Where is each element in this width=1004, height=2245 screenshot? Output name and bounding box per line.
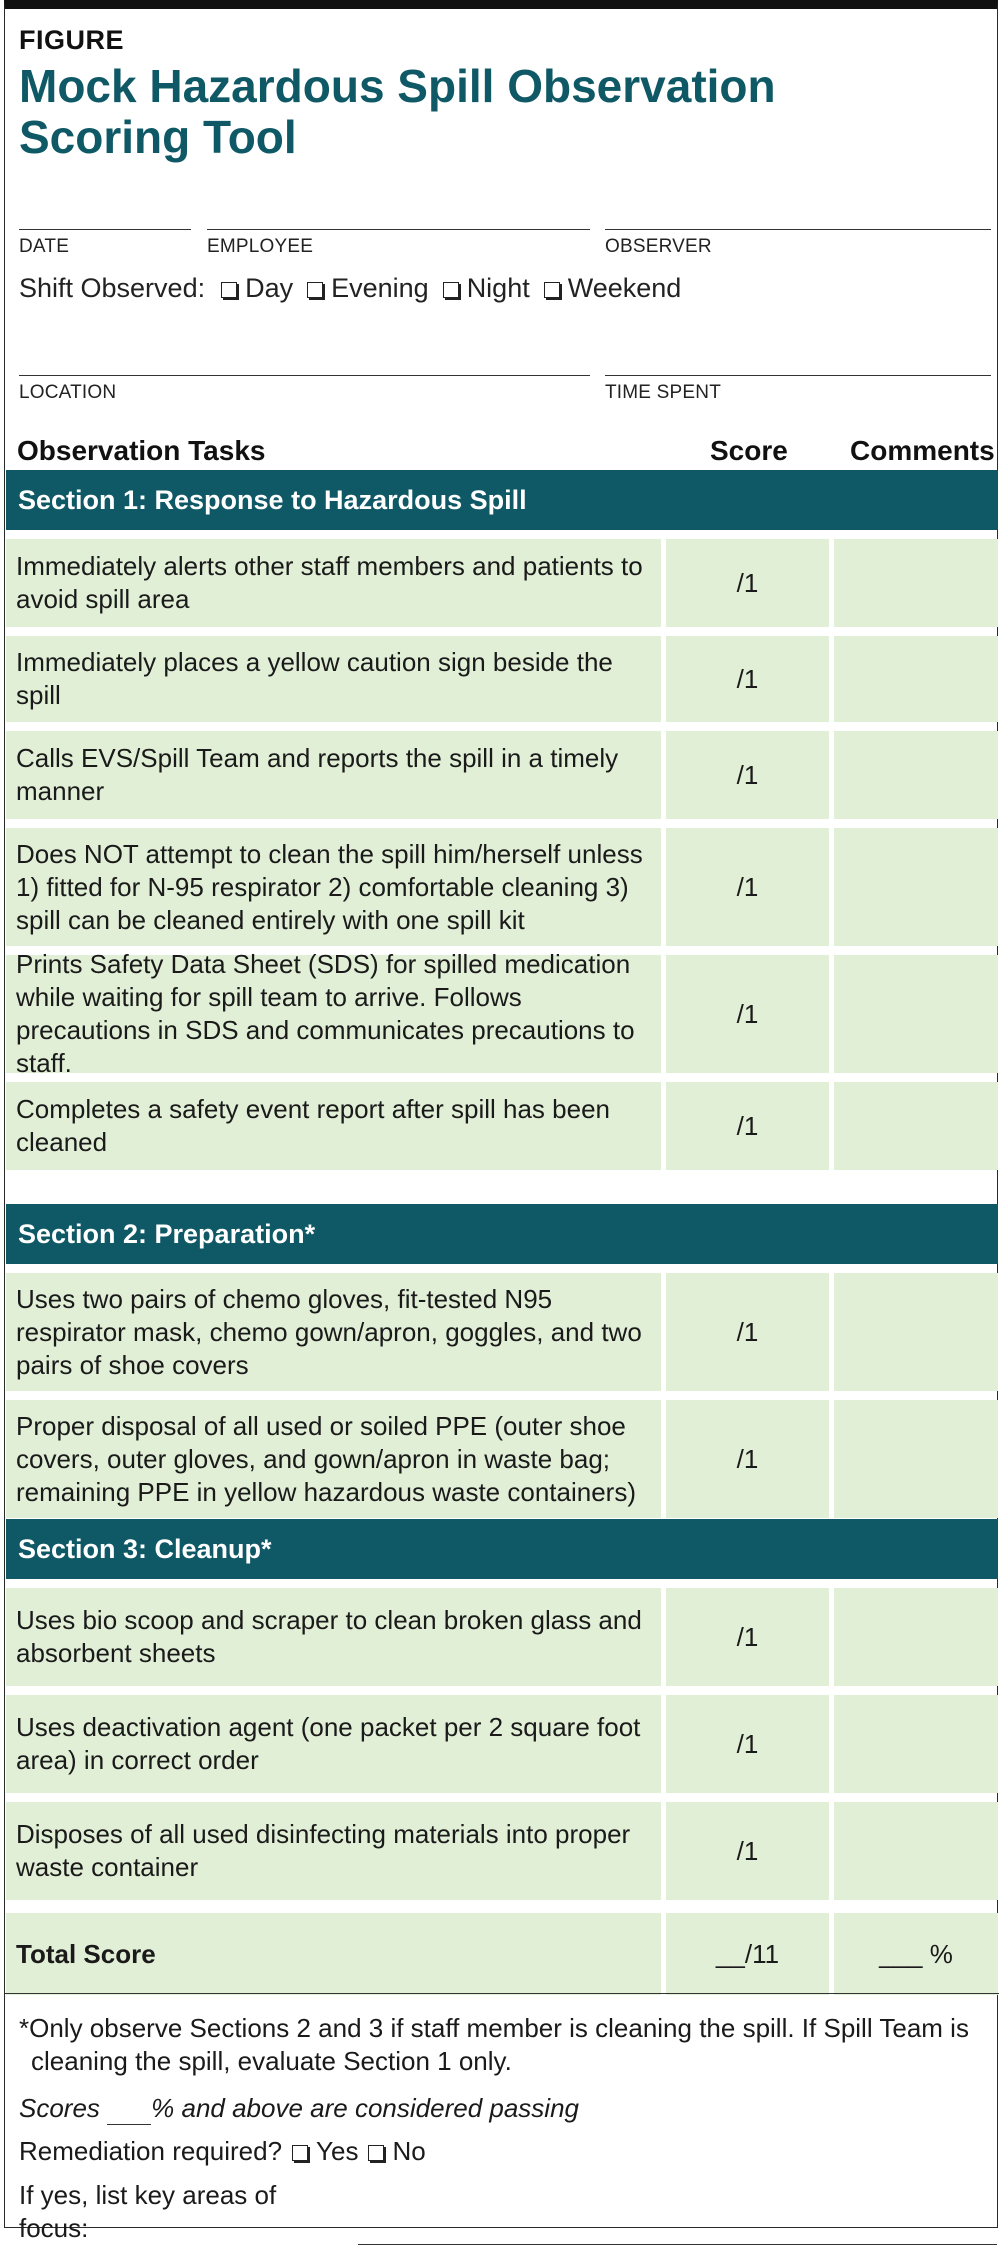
table-row xyxy=(6,636,998,722)
passing-suffix: % and above are considered passing xyxy=(151,2093,580,2123)
checkbox-icon[interactable] xyxy=(443,282,459,298)
comments-cell[interactable] xyxy=(834,1082,998,1170)
shift-option-night[interactable]: Night xyxy=(443,273,530,304)
footnote-line-1: *Only observe Sections 2 and 3 if staff member is cleaning the spill. If Spill Team is xyxy=(19,2013,969,2043)
shift-option-evening[interactable]: Evening xyxy=(307,273,429,304)
total-percent-value[interactable]: ___ % xyxy=(834,1913,998,1995)
score-cell[interactable]: /1 xyxy=(666,731,829,819)
table-row xyxy=(6,539,998,627)
section-1-header: Section 1: Response to Hazardous Spill xyxy=(6,470,998,530)
shift-observed-label: Shift Observed: xyxy=(19,273,206,303)
table-row xyxy=(6,1273,998,1391)
page-title xyxy=(19,61,776,163)
total-score-value[interactable]: __/11 xyxy=(666,1913,829,1995)
title-line-1: Mock Hazardous Spill Observation xyxy=(19,60,776,112)
time-spent-label: TIME SPENT xyxy=(605,382,722,403)
section-3-header: Section 3: Cleanup* xyxy=(6,1519,998,1579)
checkbox-icon[interactable] xyxy=(292,2145,308,2161)
footnote-line-2: cleaning the spill, evaluate Section 1 only. xyxy=(31,2046,512,2076)
passing-prefix: Scores xyxy=(19,2093,100,2123)
comments-cell[interactable] xyxy=(834,828,998,946)
focus-areas-label: If yes, list key areas of focus: xyxy=(19,2180,277,2243)
location-field-line[interactable] xyxy=(19,375,590,376)
passing-score-line xyxy=(19,2092,579,2125)
observer-label: OBSERVER xyxy=(605,236,712,257)
checkbox-icon[interactable] xyxy=(307,282,323,298)
comments-cell[interactable] xyxy=(834,1695,998,1793)
table-row xyxy=(6,949,998,1078)
passing-percent-blank[interactable] xyxy=(107,2124,151,2125)
remediation-no-option[interactable]: No xyxy=(368,2135,425,2168)
table-row xyxy=(6,1588,998,1686)
time-spent-field-line[interactable] xyxy=(605,375,991,376)
table-row xyxy=(6,1695,998,1793)
score-cell[interactable]: /1 xyxy=(666,1082,829,1170)
shift-option-day[interactable]: Day xyxy=(221,273,293,304)
remediation-line xyxy=(19,2135,426,2168)
figure-label: FIGURE xyxy=(19,25,125,55)
total-score-row xyxy=(6,1913,998,1995)
employee-field-line[interactable] xyxy=(207,229,590,230)
remediation-label: Remediation required? xyxy=(19,2136,283,2166)
comments-cell[interactable] xyxy=(834,539,998,627)
comments-cell[interactable] xyxy=(834,1802,998,1900)
task-text: Immediately alerts other staff members and patients to avoid spill area xyxy=(6,539,661,627)
score-cell[interactable]: /1 xyxy=(666,1802,829,1900)
task-text: Uses two pairs of chemo gloves, fit-tested N95 respirator mask, chemo gown/apron, goggles, and two pairs of shoe covers xyxy=(6,1273,661,1391)
employee-label: EMPLOYEE xyxy=(207,236,314,257)
score-cell[interactable]: /1 xyxy=(666,1273,829,1391)
table-row xyxy=(6,1802,998,1900)
header-score: Score xyxy=(710,435,788,466)
checkbox-icon[interactable] xyxy=(221,282,237,298)
score-cell[interactable]: /1 xyxy=(666,539,829,627)
date-field-line[interactable] xyxy=(19,229,191,230)
task-text: Calls EVS/Spill Team and reports the spill in a timely manner xyxy=(6,731,661,819)
task-text: Proper disposal of all used or soiled PPE (outer shoe covers, outer gloves, and gown/apron in waste bag; remaining PPE in yellow hazardous waste containers) xyxy=(6,1400,661,1518)
section-2-header: Section 2: Preparation* xyxy=(6,1204,998,1264)
task-text: Completes a safety event report after spill has been cleaned xyxy=(6,1082,661,1170)
header-comments: Comments xyxy=(850,435,995,466)
comments-cell[interactable] xyxy=(834,1400,998,1518)
comments-cell[interactable] xyxy=(834,1273,998,1391)
remediation-yes-option[interactable]: Yes xyxy=(292,2135,358,2168)
table-row xyxy=(6,731,998,819)
footer-divider xyxy=(5,1993,999,1994)
form-frame xyxy=(4,0,998,2243)
score-cell[interactable]: /1 xyxy=(666,1400,829,1518)
task-text: Uses deactivation agent (one packet per 2 square foot area) in correct order xyxy=(6,1695,661,1793)
task-text: Does NOT attempt to clean the spill him/herself unless 1) fitted for N-95 respirator 2) comfortable cleaning 3) spill can be cleaned entirely with one spill kit xyxy=(6,828,661,946)
score-cell[interactable]: /1 xyxy=(666,1588,829,1686)
comments-cell[interactable] xyxy=(834,636,998,722)
task-text: Disposes of all used disinfecting materials into proper waste container xyxy=(6,1802,661,1900)
observer-field-line[interactable] xyxy=(605,229,991,230)
score-cell[interactable]: /1 xyxy=(666,1695,829,1793)
table-row xyxy=(6,1400,998,1518)
comments-cell[interactable] xyxy=(834,731,998,819)
location-label: LOCATION xyxy=(19,382,117,403)
table-row xyxy=(6,828,998,946)
shift-option-weekend[interactable]: Weekend xyxy=(544,273,682,304)
checkbox-icon[interactable] xyxy=(544,282,560,298)
table-row xyxy=(6,1082,998,1170)
title-line-2: Scoring Tool xyxy=(19,111,297,163)
score-cell[interactable]: /1 xyxy=(666,955,829,1073)
date-label: DATE xyxy=(19,236,70,257)
total-score-label: Total Score xyxy=(6,1913,661,1995)
score-cell[interactable]: /1 xyxy=(666,828,829,946)
task-text: Uses bio scoop and scraper to clean broken glass and absorbent sheets xyxy=(6,1588,661,1686)
task-text: Prints Safety Data Sheet (SDS) for spilled medication while waiting for spill team to arrive. Follows precautions in SDS and communicates precautions to staff. xyxy=(6,955,661,1073)
comments-cell[interactable] xyxy=(834,1588,998,1686)
shift-observed-row xyxy=(19,273,695,304)
score-cell[interactable]: /1 xyxy=(666,636,829,722)
task-text: Immediately places a yellow caution sign beside the spill xyxy=(6,636,661,722)
header-observation-tasks: Observation Tasks xyxy=(17,435,266,466)
checkbox-icon[interactable] xyxy=(368,2145,384,2161)
comments-cell[interactable] xyxy=(834,955,998,1073)
focus-areas-line xyxy=(19,2179,997,2245)
